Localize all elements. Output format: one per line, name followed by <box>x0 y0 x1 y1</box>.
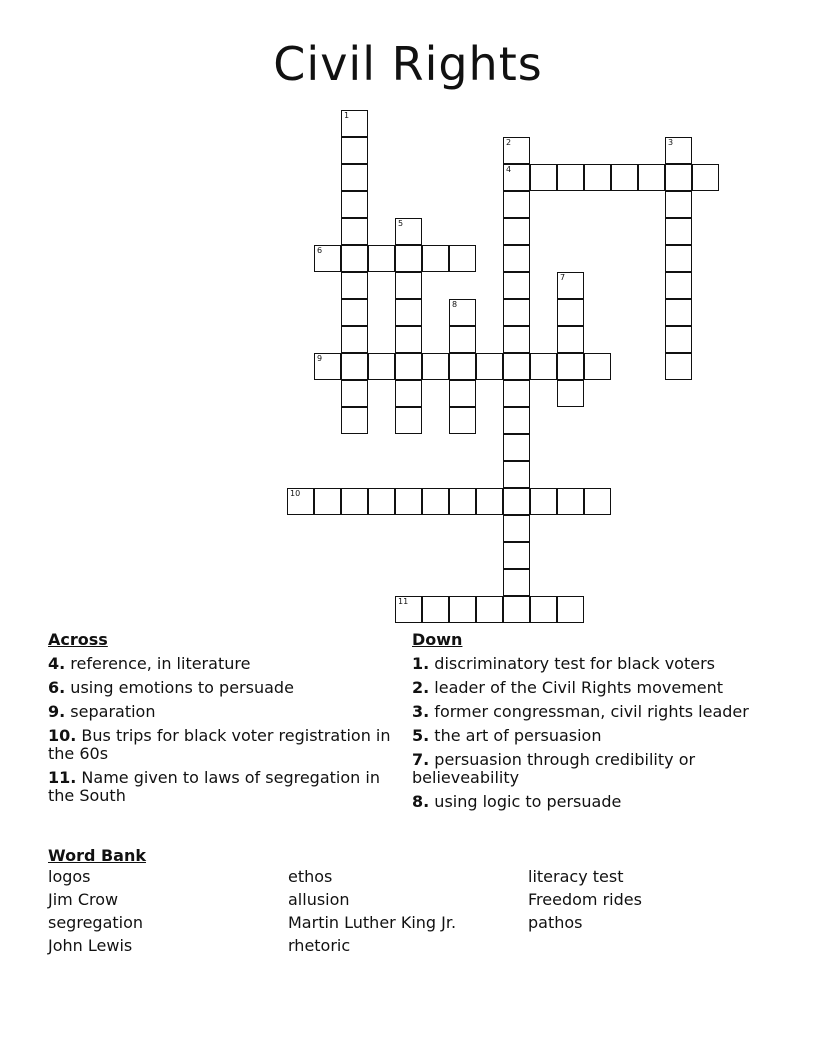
grid-cell[interactable] <box>665 137 692 164</box>
clue-num: 4. <box>48 654 66 673</box>
clue-number: 2 <box>506 138 512 147</box>
grid-cell[interactable] <box>503 380 530 407</box>
grid-cell[interactable] <box>341 245 368 272</box>
grid-cell[interactable] <box>287 488 314 515</box>
grid-cell[interactable] <box>503 326 530 353</box>
grid-cell[interactable] <box>557 299 584 326</box>
grid-cell[interactable] <box>314 353 341 380</box>
grid-cell[interactable] <box>395 596 422 623</box>
grid-cell[interactable] <box>530 353 557 380</box>
grid-cell[interactable] <box>449 326 476 353</box>
grid-cell[interactable] <box>449 299 476 326</box>
grid-cell[interactable] <box>665 218 692 245</box>
grid-cell[interactable] <box>665 326 692 353</box>
grid-cell[interactable] <box>665 245 692 272</box>
grid-cell[interactable] <box>584 488 611 515</box>
grid-cell[interactable] <box>503 245 530 272</box>
down-clue <box>412 727 752 745</box>
across-clue <box>48 769 398 805</box>
grid-cell[interactable] <box>665 191 692 218</box>
grid-cell[interactable] <box>503 353 530 380</box>
puzzle-title: Civil Rights <box>273 37 543 91</box>
grid-cell[interactable] <box>395 326 422 353</box>
grid-cell[interactable] <box>395 299 422 326</box>
clue-num: 3. <box>412 702 430 721</box>
grid-cell[interactable] <box>503 488 530 515</box>
clue-text: discriminatory test for black voters <box>429 654 715 673</box>
grid-cell[interactable] <box>584 164 611 191</box>
grid-cell[interactable] <box>476 353 503 380</box>
word-bank-item: allusion <box>288 890 350 909</box>
clue-number: 11 <box>398 597 409 606</box>
clue-number: 7 <box>560 273 566 282</box>
grid-cell[interactable] <box>395 353 422 380</box>
clue-number: 3 <box>668 138 674 147</box>
grid-cell[interactable] <box>341 407 368 434</box>
clue-number: 8 <box>452 300 458 309</box>
grid-cell[interactable] <box>476 596 503 623</box>
down-heading: Down <box>412 630 463 649</box>
word-bank-item: Jim Crow <box>48 890 119 909</box>
clue-number: 9 <box>317 354 323 363</box>
grid-cell[interactable] <box>503 515 530 542</box>
grid-cell[interactable] <box>341 272 368 299</box>
word-bank-item: logos <box>48 867 91 886</box>
grid-cell[interactable] <box>503 272 530 299</box>
word-bank-item: literacy test <box>528 867 624 886</box>
grid-cell[interactable] <box>449 407 476 434</box>
across-heading: Across <box>48 630 108 649</box>
clue-number: 10 <box>290 489 301 498</box>
clue-num: 1. <box>412 654 430 673</box>
grid-cell[interactable] <box>422 245 449 272</box>
word-bank <box>48 867 768 955</box>
across-clue <box>48 679 398 697</box>
clue-num: 7. <box>412 750 430 769</box>
grid-cell[interactable] <box>395 407 422 434</box>
across-clue-list <box>48 655 398 811</box>
clue-text: leader of the Civil Rights movement <box>429 678 724 697</box>
grid-cell[interactable] <box>368 353 395 380</box>
grid-cell[interactable] <box>503 461 530 488</box>
grid-cell[interactable] <box>422 353 449 380</box>
word-bank-item: Freedom rides <box>528 890 642 909</box>
clue-text: separation <box>65 702 156 721</box>
grid-cell[interactable] <box>314 245 341 272</box>
grid-cell[interactable] <box>341 191 368 218</box>
across-clue <box>48 727 398 763</box>
clue-text: using logic to persuade <box>429 792 622 811</box>
grid-cell[interactable] <box>314 488 341 515</box>
grid-cell[interactable] <box>341 299 368 326</box>
word-bank-item: Martin Luther King Jr. <box>288 913 457 932</box>
grid-cell[interactable] <box>503 434 530 461</box>
grid-cell[interactable] <box>341 326 368 353</box>
grid-cell[interactable] <box>584 353 611 380</box>
clue-num: 2. <box>412 678 430 697</box>
down-clue-list <box>412 655 752 817</box>
grid-cell[interactable] <box>530 596 557 623</box>
grid-cell[interactable] <box>395 488 422 515</box>
clue-number: 5 <box>398 219 404 228</box>
grid-cell[interactable] <box>611 164 638 191</box>
grid-cell[interactable] <box>422 488 449 515</box>
grid-cell[interactable] <box>368 245 395 272</box>
grid-cell[interactable] <box>449 596 476 623</box>
grid-cell[interactable] <box>449 380 476 407</box>
clue-num: 9. <box>48 702 66 721</box>
clue-number: 6 <box>317 246 323 255</box>
grid-cell[interactable] <box>503 569 530 596</box>
clue-num: 5. <box>412 726 430 745</box>
grid-cell[interactable] <box>665 272 692 299</box>
grid-cell[interactable] <box>503 191 530 218</box>
grid-cell[interactable] <box>557 353 584 380</box>
grid-cell[interactable] <box>341 353 368 380</box>
down-clue <box>412 703 752 721</box>
grid-cell[interactable] <box>503 299 530 326</box>
grid-cell[interactable] <box>557 272 584 299</box>
word-bank-item: segregation <box>48 913 144 932</box>
grid-cell[interactable] <box>665 164 692 191</box>
grid-cell[interactable] <box>692 164 719 191</box>
word-bank-heading: Word Bank <box>48 846 147 865</box>
clue-text: Bus trips for black voter registration in the 60s <box>48 726 391 763</box>
down-clue <box>412 751 752 787</box>
clue-num: 11. <box>48 768 77 787</box>
grid-cell[interactable] <box>395 245 422 272</box>
grid-cell[interactable] <box>395 380 422 407</box>
grid-cell[interactable] <box>530 488 557 515</box>
word-bank-item: pathos <box>528 913 583 932</box>
grid-cell[interactable] <box>557 596 584 623</box>
grid-cell[interactable] <box>503 542 530 569</box>
clue-number: 1 <box>344 111 350 120</box>
down-clue <box>412 793 752 811</box>
grid-cell[interactable] <box>503 407 530 434</box>
grid-cell[interactable] <box>476 488 503 515</box>
clue-text: former congressman, civil rights leader <box>429 702 749 721</box>
grid-cell[interactable] <box>422 596 449 623</box>
word-bank-item: rhetoric <box>288 936 351 955</box>
down-clue <box>412 655 752 673</box>
grid-cell[interactable] <box>530 164 557 191</box>
grid-cell[interactable] <box>665 353 692 380</box>
grid-cell[interactable] <box>341 488 368 515</box>
clue-text: Name given to laws of segregation in the South <box>48 768 380 805</box>
clue-text: the art of persuasion <box>429 726 602 745</box>
grid-cell[interactable] <box>503 164 530 191</box>
grid-cell[interactable] <box>503 218 530 245</box>
grid-cell[interactable] <box>665 299 692 326</box>
grid-cell[interactable] <box>503 137 530 164</box>
across-clue <box>48 655 398 673</box>
grid-cell[interactable] <box>341 380 368 407</box>
word-bank-item: ethos <box>288 867 333 886</box>
grid-cell[interactable] <box>395 272 422 299</box>
clue-num: 10. <box>48 726 77 745</box>
grid-cell[interactable] <box>503 596 530 623</box>
clue-text: using emotions to persuade <box>65 678 294 697</box>
clue-number: 4 <box>506 165 512 174</box>
grid-cell[interactable] <box>341 164 368 191</box>
grid-cell[interactable] <box>368 488 395 515</box>
grid-cell[interactable] <box>341 218 368 245</box>
across-clue <box>48 703 398 721</box>
grid-cell[interactable] <box>557 488 584 515</box>
clue-text: persuasion through credibility or believeability <box>412 750 696 787</box>
grid-cell[interactable] <box>449 245 476 272</box>
clue-text: reference, in literature <box>65 654 251 673</box>
grid-cell[interactable] <box>557 326 584 353</box>
grid-cell[interactable] <box>449 488 476 515</box>
grid-cell[interactable] <box>395 218 422 245</box>
down-clue <box>412 679 752 697</box>
grid-cell[interactable] <box>341 137 368 164</box>
grid-cell[interactable] <box>638 164 665 191</box>
grid-cell[interactable] <box>557 380 584 407</box>
clue-num: 6. <box>48 678 66 697</box>
grid-cell[interactable] <box>557 164 584 191</box>
grid-cell[interactable] <box>449 353 476 380</box>
word-bank-item: John Lewis <box>48 936 133 955</box>
clue-num: 8. <box>412 792 430 811</box>
grid-cell[interactable] <box>341 110 368 137</box>
